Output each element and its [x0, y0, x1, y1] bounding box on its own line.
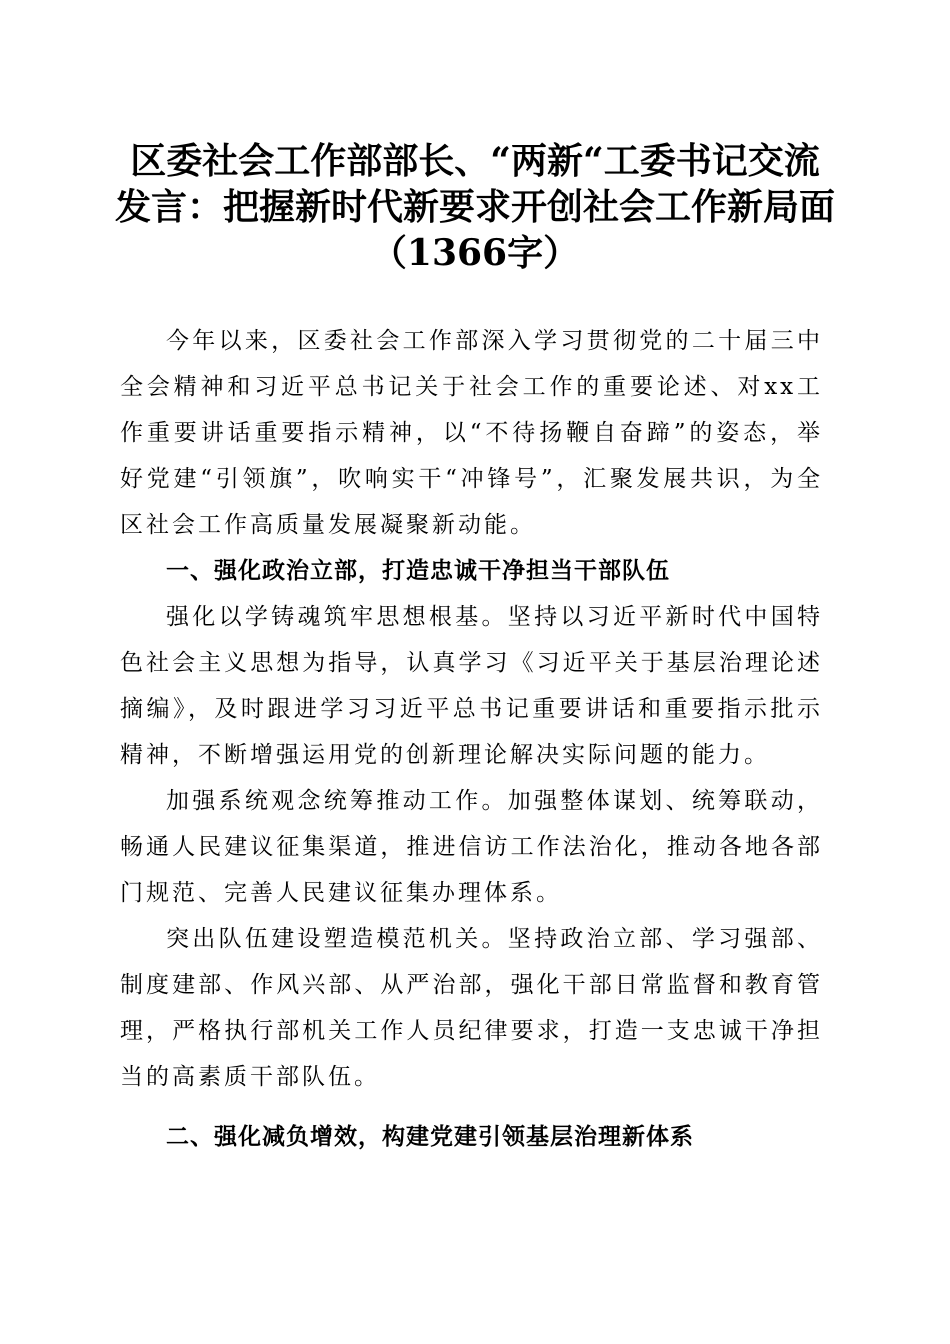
body-paragraph-1: 强化以学铸魂筑牢思想根基。坚持以习近平新时代中国特色社会主义思想为指导，认真学习《习近平关于基层治理论述摘编》，及时跟进学习习近平总书记重要讲话和重要指示批示精神，不断增强运用党的创新理论解决实际问题的能力。 — [120, 604, 823, 768]
title-line-1: 区委社会工作部部长、“两新“工委书记交流 — [130, 140, 820, 182]
body-paragraph-3: 突出队伍建设塑造模范机关。坚持政治立部、学习强部、制度建部、作风兴部、从严治部，强化干部日常监督和教育管理，严格执行部机关工作人员纪律要求，打造一支忠诚干净担当的高素质干部队伍。 — [120, 926, 823, 1090]
document-title — [110, 138, 840, 276]
document-body — [120, 318, 823, 1160]
title-line-2: 发言：把握新时代新要求开创社会工作新局面 — [114, 186, 835, 228]
section-heading-1: 一、强化政治立部，打造忠诚干净担当干部队伍 — [166, 558, 670, 584]
title-line-3: （1366字） — [370, 232, 580, 274]
body-paragraph-2: 加强系统观念统筹推动工作。加强整体谋划、统筹联动，畅通人民建议征集渠道，推进信访工作法治化，推动各地各部门规范、完善人民建议征集办理体系。 — [120, 788, 823, 906]
section-spacer — [120, 1100, 823, 1114]
intro-paragraph: 今年以来，区委社会工作部深入学习贯彻党的二十届三中全会精神和习近平总书记关于社会工作的重要论述、对xx工作重要讲话重要指示精神，以“不待扬鞭自奋蹄”的姿态，举好党建“引领旗”，吹响实干“冲锋号”，汇聚发展共识，为全区社会工作高质量发展凝聚新动能。 — [120, 328, 823, 538]
section-heading-2: 二、强化减负增效，构建党建引领基层治理新体系 — [166, 1124, 694, 1150]
